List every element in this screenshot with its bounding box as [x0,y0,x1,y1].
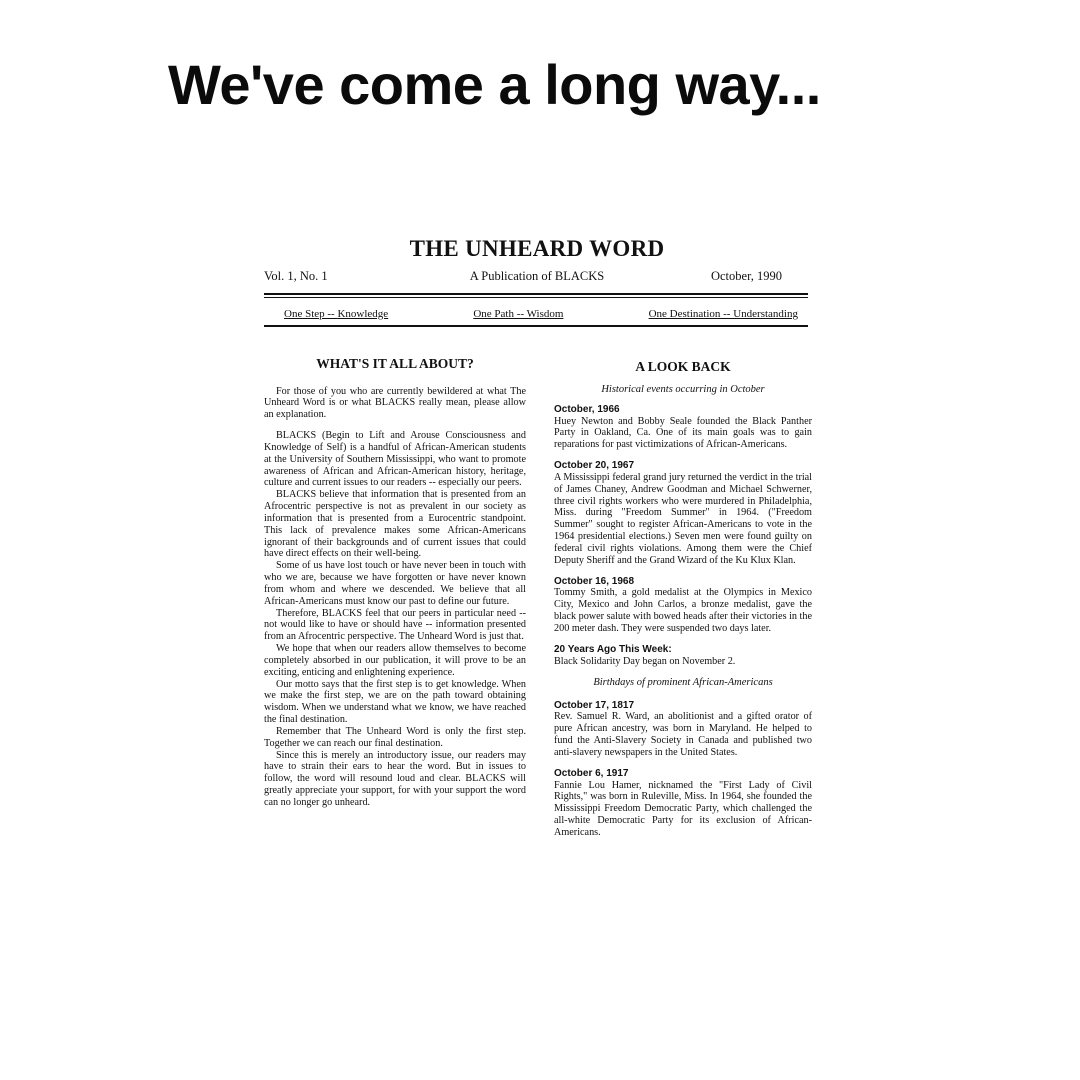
event-text: Tommy Smith, a gold medalist at the Olympics in Mexico City, Mexico and John Carlos, a bronze medalist, gave the black power salute with bowed heads after their victories in the 200 meter dash. They were suspended two days later. [554,587,812,634]
section-subheading: Historical events occurring in October [601,383,765,395]
publication-line: A Publication of BLACKS [469,269,605,283]
event-text: Black Solidarity Day began on November 2. [554,655,736,667]
motto-understanding: One Destination -- Understanding [648,308,798,320]
birthday-entry [554,768,812,839]
article-paragraph: We hope that when our readers allow themselves to become completely absorbed in our publication, it will prove to be an exciting, enticing and enlightening experience. [264,643,526,678]
motto-wisdom: One Path -- Wisdom [473,308,564,320]
masthead-rule [264,297,808,298]
birthday-text: Fannie Lou Hamer, nicknamed the "First Lady of Civil Rights," was born in Ruleville, Miss. In 1964, she founded the Mississippi Freedom Democratic Party, which challenged the all-white Democratic Party for its exclusion of African-Americans. [554,779,812,838]
article-paragraph: Remember that The Unheard Word is only the first step. Together we can reach our final destination. [264,725,526,749]
event-date: October 20, 1967 [554,460,635,472]
history-event [554,404,812,451]
birthday-date: October 6, 1917 [554,767,629,779]
birthday-text: Rev. Samuel R. Ward, an abolitionist and a gifted orator of pure African ancestry, was born in Maryland. He helped to fund the Anti-Slavery Society in Canada and published two anti-slavery newspapers in the United States. [554,711,812,758]
article-paragraph: Therefore, BLACKS feel that our peers in particular need -- not would like to have or should have -- information presented from an Afrocentric perspective. The Unheard Word is just that. [264,607,526,643]
history-event [554,644,812,668]
masthead-rule [264,293,808,295]
newsletter-title: THE UNHEARD WORD [409,236,665,261]
article-heading: WHAT'S IT ALL ABOUT? [316,356,474,371]
birthday-date: October 17, 1817 [554,699,635,711]
event-date: 20 Years Ago This Week: [554,643,672,655]
article-paragraph: BLACKS believe that information that is presented from an Afrocentric perspective is not as prevalent in our society as information that is presented from a Eurocentric standpoint. This lack of prevalence makes some African-Americans ignorant of their backgrounds and of current issues that could have direct effects on their well-being. [264,489,526,560]
article-a-look-back [554,356,812,848]
article-whats-it-all-about [264,356,526,809]
article-paragraph: BLACKS (Begin to Lift and Arouse Consciousness and Knowledge of Self) is a handful of African-American students at the University of Southern Mississippi, who want to promote awareness of African and African-American history, heritage, culture and current issues to our readers -- especially our peers. [264,430,526,489]
motto-knowledge: One Step -- Knowledge [284,308,389,320]
issue-date: October, 1990 [710,269,782,283]
volume-number: Vol. 1, No. 1 [264,269,328,283]
newsletter-page [262,230,812,970]
history-event [554,460,812,566]
article-paragraph: Since this is merely an introductory issue, our readers may have to strain their ears to hear the word. But in issues to follow, the word will resound loud and clear. BLACKS will greatly appreciate your support, for with your support the word can no longer go unheard. [264,749,526,808]
birthday-entry [554,700,812,759]
motto-rule [264,325,808,327]
article-paragraph: Our motto says that the first step is to get knowledge. When we make the first step, we are on the path toward obtaining wisdom. When we understand what we know, we have reached the final destination. [264,678,526,726]
article-heading: A LOOK BACK [635,359,731,374]
article-paragraph: For those of you who are currently bewildered at what The Unheard Word is or what BLACKS really mean, please allow an explanation. [264,385,526,421]
event-text: A Mississippi federal grand jury returned the verdict in the trial of James Chaney, Andrew Goodman and Michael Schwerner, three civil rights workers who were murdered in Philadelphia, Miss. during "Freedom Summer" in 1964. ("Freedom Summer" sought to register African-Americans to vote in the 1964 presidential elections.) Seven men were found guilty on federal civil rights violations. Among them were the Chief Deputy Sheriff and the Grand Wizard of the Ku Klux Klan. [554,471,813,566]
event-date: October 16, 1968 [554,575,635,587]
article-paragraph: Some of us have lost touch or have never been in touch with who we are, because we have forgotten or have never known from whom and where we descended. We believe that all African-Americans must know our past to define our future. [264,560,526,607]
headline: We've come a long way... [168,53,821,116]
birthdays-subheading: Birthdays of prominent African-Americans [593,677,773,689]
motto-row [284,308,798,320]
event-date: October, 1966 [554,403,620,415]
event-text: Huey Newton and Bobby Seale founded the Black Panther Party in Oakland, Ca. One of its main goals was to gain reparations for past victimizations of African-Americans. [554,415,812,451]
history-event [554,576,812,635]
